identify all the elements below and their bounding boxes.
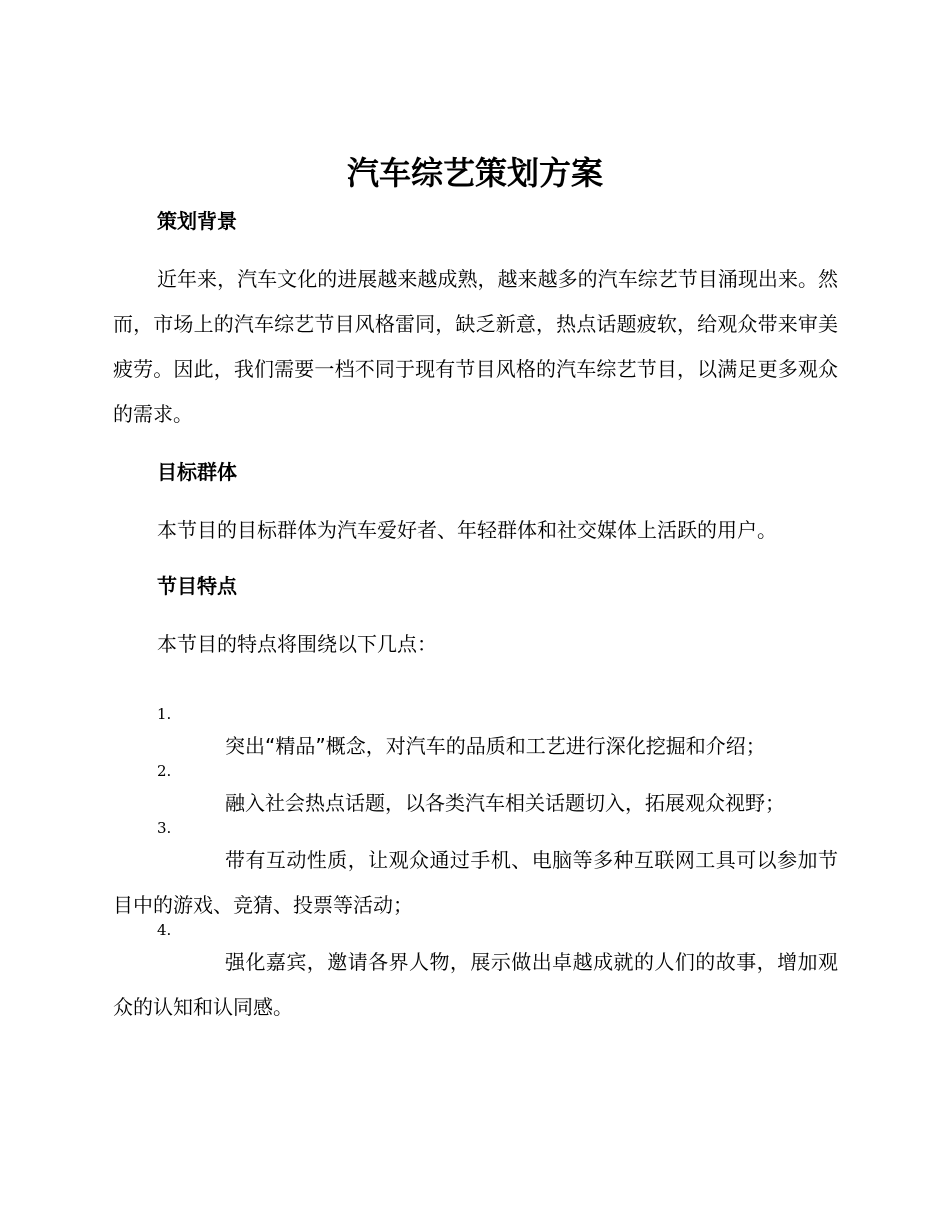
list-item-text: 强化嘉宾，邀请各界人物，展示做出卓越成就的人们的故事，增加观众的认知和认同感。 <box>113 950 838 1019</box>
list-item-text: 融入社会热点话题，以各类汽车相关话题切入，拓展观众视野； <box>225 791 785 815</box>
list-item-number: 2. <box>157 762 172 780</box>
section-paragraph-audience: 本节目的目标群体为汽车爱好者、年轻群体和社交媒体上活跃的用户。 <box>157 518 777 542</box>
section-heading-features: 节目特点 <box>157 574 237 598</box>
section-heading-audience: 目标群体 <box>157 460 237 484</box>
list-item-number: 3. <box>157 819 172 837</box>
section-heading-background: 策划背景 <box>157 209 237 233</box>
document-title: 汽车综艺策划方案 <box>346 154 603 192</box>
section-paragraph-features: 本节目的特点将围绕以下几点： <box>157 632 437 656</box>
list-item-number: 4. <box>157 921 172 939</box>
list-item <box>113 895 838 1030</box>
list-item-text: 突出“精品”概念，对汽车的品质和工艺进行深化挖掘和介绍； <box>225 734 766 758</box>
list-item-text: 带有互动性质，让观众通过手机、电脑等多种互联网工具可以参加节目中的游戏、竞猜、投票等活动； <box>113 848 838 917</box>
list-item-number: 1. <box>157 705 172 723</box>
section-paragraph-background: 近年来，汽车文化的进展越来越成熟，越来越多的汽车综艺节目涌现出来。然而，市场上的汽车综艺节目风格雷同，缺乏新意，热点话题疲软，给观众带来审美疲劳。因此，我们需要一档不同于现有节目风格的汽车综艺节目，以满足更多观众的需求。 <box>113 267 838 426</box>
